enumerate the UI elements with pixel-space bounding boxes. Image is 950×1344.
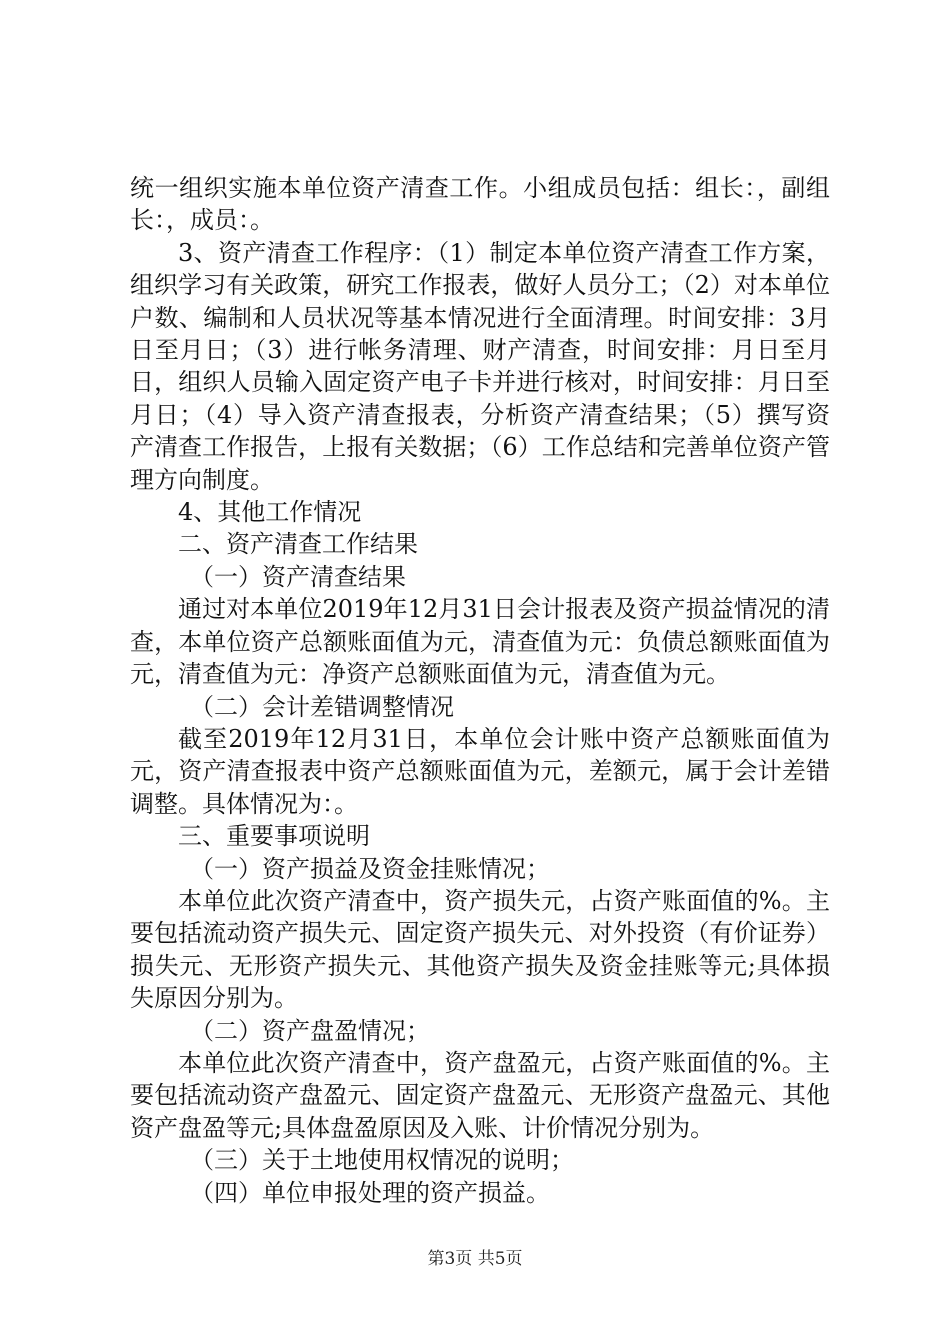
subsection-heading: （二）资产盘盈情况； [190,1016,430,1045]
paragraph: 截至2019年12月31日，本单位会计账中资产总额账面值为元，资产清查报表中资产总额账面值为元，差额元，属于会计差错调整。具体情况为：。 [130,724,830,818]
page-number: 第3页 共5页 [427,1249,523,1269]
subsection-heading: （一）资产损益及资金挂账情况； [190,854,550,883]
section-heading: 4、其他工作情况 [178,498,362,527]
paragraph: 统一组织实施本单位资产清查工作。小组成员包括：组长：，副组长：，成员：。 [130,174,830,235]
section-heading: 三、重要事项说明 [178,822,370,851]
subsection-heading: （三）关于土地使用权情况的说明； [190,1146,574,1175]
subsection-heading: （四）单位申报处理的资产损益。 [190,1178,550,1207]
subsection-heading: （二）会计差错调整情况 [190,692,454,721]
document-body [130,172,830,1209]
section-heading: 二、资产清查工作结果 [178,530,418,559]
paragraph: 本单位此次资产清查中，资产盘盈元，占资产账面值的%。主要包括流动资产盘盈元、固定资产盘盈元、无形资产盘盈元、其他资产盘盈等元;具体盘盈原因及入账、计价情况分别为。 [130,1048,830,1142]
paragraph: 本单位此次资产清查中，资产损失元，占资产账面值的%。主要包括流动资产损失元、固定资产损失元、对外投资（有价证券）损失元、无形资产损失元、其他资产损失及资金挂账等元;具体损失原因分别为。 [130,886,830,1013]
paragraph: 3、资产清查工作程序：（1）制定本单位资产清查工作方案，组织学习有关政策，研究工作报表，做好人员分工；（2）对本单位户数、编制和人员状况等基本情况进行全面清理。时间安排：3月日至月日；（3）进行帐务清理、财产清查，时间安排：月日至月日，组织人员输入固定资产电子卡并进行核对，时间安排：月日至月日；（4）导入资产清查报表，分析资产清查结果；（5）撰写资产清查工作报告，上报有关数据；（6）工作总结和完善单位资产管理方向制度。 [130,238,830,494]
paragraph: 通过对本单位2019年12月31日会计报表及资产损益情况的清查，本单位资产总额账面值为元，清查值为元：负债总额账面值为元，清查值为元：净资产总额账面值为元，清查值为元。 [130,595,830,689]
subsection-heading: （一）资产清查结果 [190,562,406,591]
